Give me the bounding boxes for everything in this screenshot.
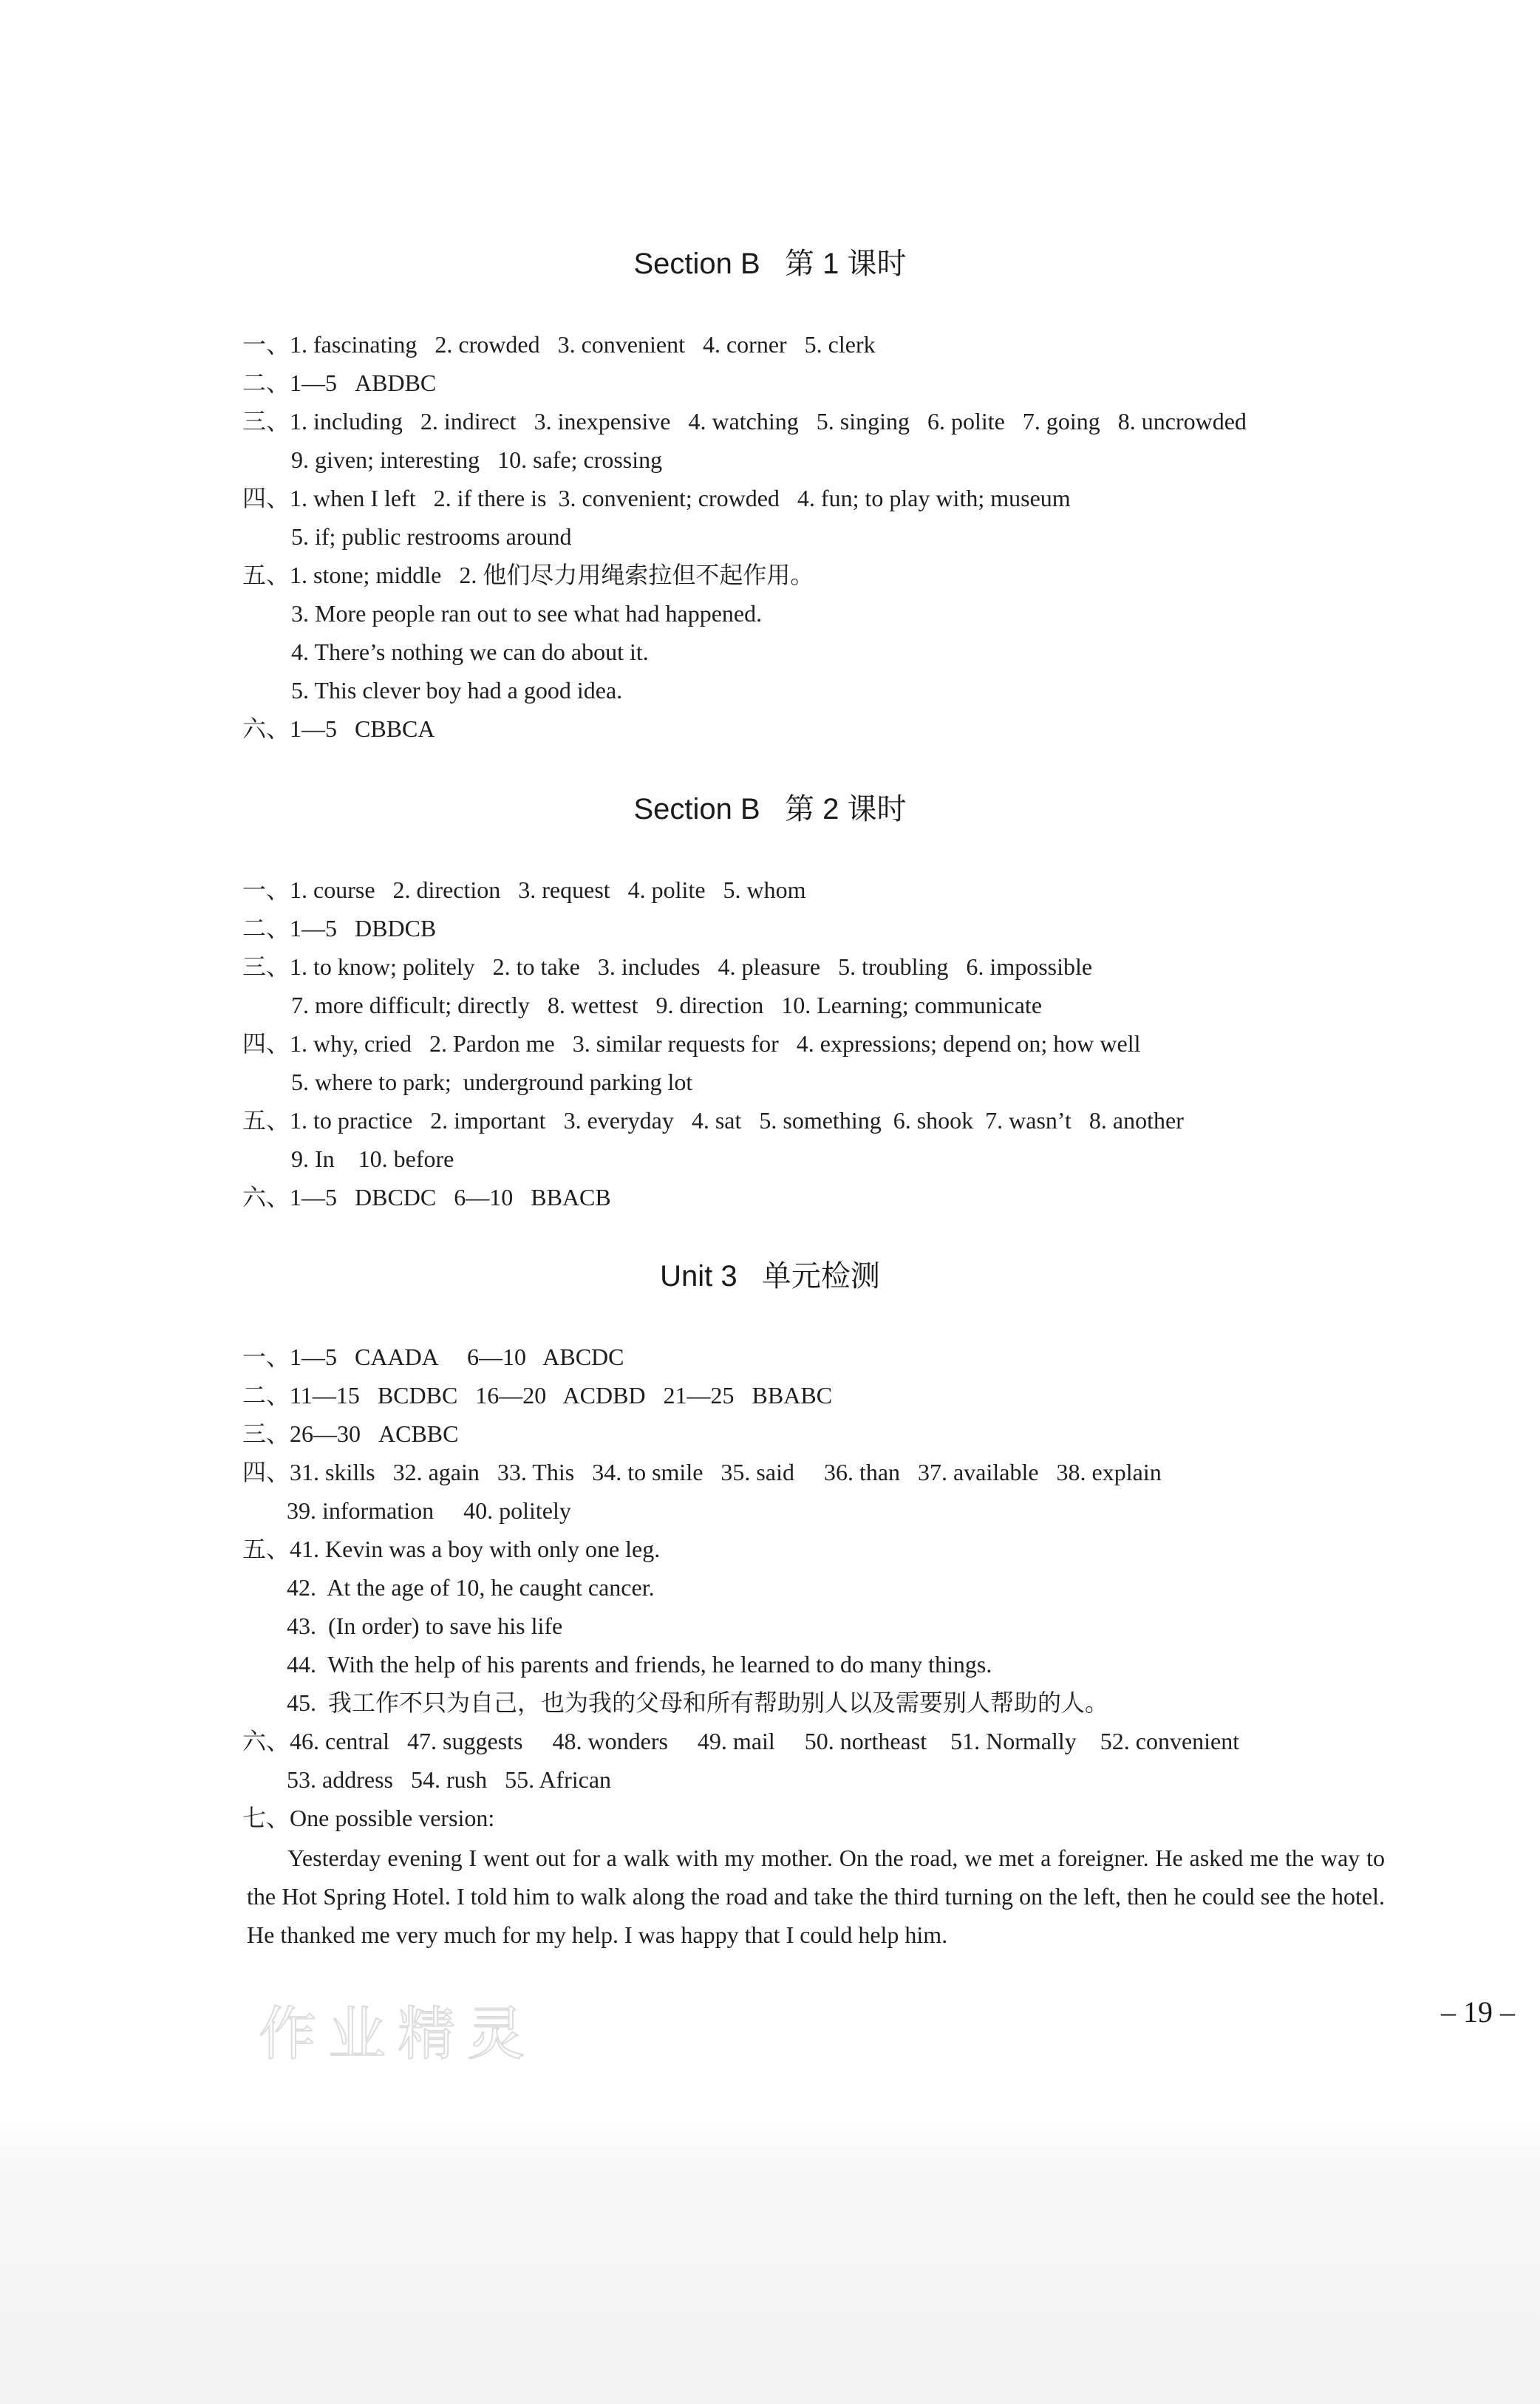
answer-line: 四、1. when I left 2. if there is 3. convenient; crowded 4. fun; to play with; museum bbox=[242, 485, 1071, 511]
answer-line: 六、46. central 47. suggests 48. wonders 49. mail 50. northeast 51. Normally 52. convenient bbox=[242, 1728, 1240, 1754]
answer-line: 43. (In order) to save his life bbox=[287, 1613, 563, 1639]
answer-line: 53. address 54. rush 55. African bbox=[287, 1766, 612, 1793]
answer-line: 二、1—5 DBDCB bbox=[242, 915, 437, 941]
answer-line: 三、1. to know; politely 2. to take 3. includes 4. pleasure 5. troubling 6. impossible bbox=[242, 953, 1093, 980]
heading-title: Unit 3 bbox=[660, 1260, 737, 1293]
answer-line: 3. More people ran out to see what had happened. bbox=[291, 600, 763, 627]
answer-line: 五、1. to practice 2. important 3. everyday 4. sat 5. something 6. shook 7. wasn’t 8. another bbox=[242, 1107, 1184, 1134]
answer-line: 4. There’s nothing we can do about it. bbox=[291, 639, 649, 665]
section-1-heading bbox=[0, 245, 1540, 282]
watermark-logo: 作业精灵 bbox=[259, 2001, 537, 2068]
answer-line: 二、11—15 BCDBC 16—20 ACDBD 21—25 BBABC bbox=[242, 1382, 833, 1409]
heading-subtitle: 第 1 课时 bbox=[785, 248, 907, 280]
answer-line: 六、1—5 CBBCA bbox=[242, 715, 435, 742]
heading-title: Section B bbox=[633, 793, 760, 825]
answer-line: 5. if; public restrooms around bbox=[291, 523, 572, 550]
heading-title: Section B bbox=[633, 248, 760, 280]
answer-line: 五、1. stone; middle 2. 他们尽力用绳索拉但不起作用。 bbox=[242, 562, 814, 588]
answer-line: 四、31. skills 32. again 33. This 34. to smile 35. said 36. than 37. available 38. explain bbox=[242, 1459, 1162, 1485]
answer-line: 5. where to park; underground parking lot bbox=[291, 1069, 693, 1095]
answer-line: 二、1—5 ABDBC bbox=[242, 370, 437, 396]
answer-line: 7. more difficult; directly 8. wettest 9. direction 10. Learning; communicate bbox=[291, 992, 1043, 1018]
answer-line: 45. 我工作不只为自己，也为我的父母和所有帮助别人以及需要别人帮助的人。 bbox=[287, 1689, 1109, 1716]
heading-subtitle: 单元检测 bbox=[761, 1260, 880, 1293]
answer-line: 5. This clever boy had a good idea. bbox=[291, 677, 623, 704]
answer-line: 42. At the age of 10, he caught cancer. bbox=[287, 1574, 655, 1601]
answer-line: 一、1. fascinating 2. crowded 3. convenient 4. corner 5. clerk bbox=[242, 331, 876, 358]
sample-essay: Yesterday evening I went out for a walk with my mother. On the road, we met a foreigner. He asked me the way to the Hot Spring Hotel. I told him to walk along the road and take the third turning on the left, then he could see the hotel. He thanked me very much for my help. I was happy that I could help him. bbox=[247, 1845, 1385, 1948]
section-2-heading bbox=[0, 791, 1540, 828]
heading-subtitle: 第 2 课时 bbox=[785, 793, 907, 825]
unit-3-heading bbox=[0, 1258, 1540, 1295]
scan-shadow bbox=[0, 2114, 1540, 2404]
answer-line: 三、26—30 ACBBC bbox=[242, 1420, 459, 1447]
page-number: – 19 – bbox=[1441, 1995, 1515, 2029]
answer-line: 六、1—5 DBCDC 6—10 BBACB bbox=[242, 1184, 611, 1210]
answer-line: 四、1. why, cried 2. Pardon me 3. similar requests for 4. expressions; depend on; how well bbox=[242, 1030, 1141, 1057]
answer-line: 三、1. including 2. indirect 3. inexpensive 4. watching 5. singing 6. polite 7. going 8. uncrowded bbox=[242, 408, 1247, 435]
answer-line: 39. information 40. politely bbox=[287, 1497, 571, 1524]
answer-line: 一、1. course 2. direction 3. request 4. polite 5. whom bbox=[242, 876, 806, 903]
answer-line: 9. In 10. before bbox=[291, 1145, 454, 1172]
answer-line: 七、One possible version: bbox=[242, 1805, 495, 1831]
answer-line: 9. given; interesting 10. safe; crossing bbox=[291, 446, 663, 473]
answer-line: 44. With the help of his parents and friends, he learned to do many things. bbox=[287, 1651, 992, 1678]
answer-line: 五、41. Kevin was a boy with only one leg. bbox=[242, 1536, 661, 1562]
answer-line: 一、1—5 CAADA 6—10 ABCDC bbox=[242, 1344, 624, 1370]
